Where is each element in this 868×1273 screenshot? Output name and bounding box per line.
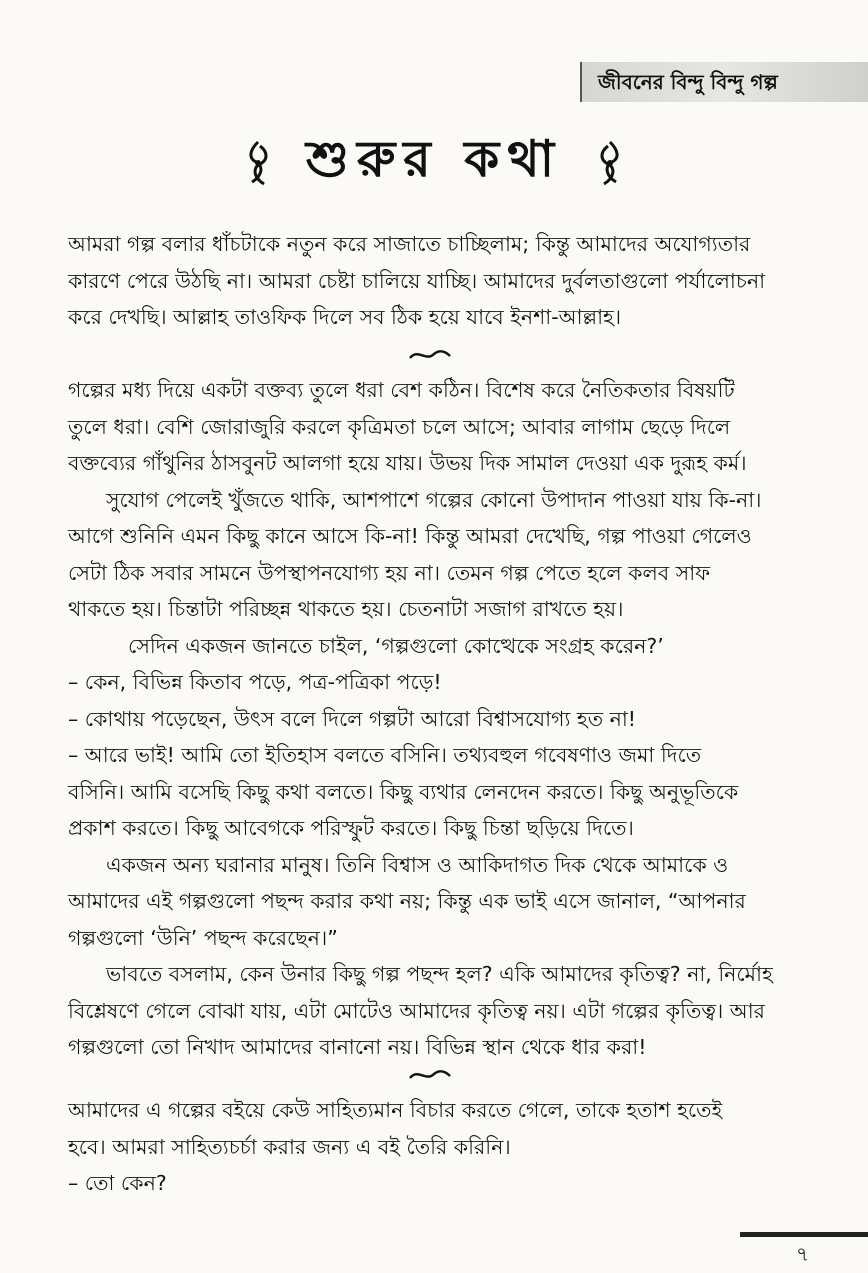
paragraph-block-1 <box>68 226 848 336</box>
paragraph-block-2 <box>68 372 848 1066</box>
chapter-title-row <box>0 128 868 198</box>
text-line: করে দেখছি। আল্লাহ তাওফিক দিলে সব ঠিক হয়ে যাবে ইনশা-আল্লাহ। <box>68 305 622 329</box>
section-divider-ornament <box>408 1066 452 1084</box>
text-line: বসিনি। আমি বসেছি কিছু কথা বলতে। কিছু ব্যথার লেনদেন করতে। কিছু অনুভূতিকে <box>68 779 739 804</box>
text-line: সেটা ঠিক সবার সামনে উপস্থাপনযোগ্য হয় না। তেমন গল্প পেতে হলে কলব সাফ <box>68 560 711 585</box>
text-line: সেদিন একজন জানতে চাইল, ‘গল্পগুলো কোত্থেকে সংগ্রহ করেন?’ <box>128 633 664 658</box>
section-divider-ornament <box>408 346 452 364</box>
text-line: প্রকাশ করতে। কিছু আবেগকে পরিস্ফুট করতে। কিছু চিন্তা ছড়িয়ে দিতে। <box>68 816 634 840</box>
floral-ornament-right-icon <box>592 138 628 188</box>
running-header <box>580 62 868 102</box>
text-line: বক্তব্যের গাঁথুনির ঠাসবুনট আলগা হয়ে যায়। উভয় দিক সামাল দেওয়া এক দুরূহ কর্ম। <box>68 451 747 475</box>
text-line: হবে। আমরা সাহিত্যচর্চা করার জন্য এ বই তৈরি করিনি। <box>68 1134 511 1159</box>
paragraph-block-3 <box>68 1092 848 1202</box>
book-title: জীবনের বিন্দু বিন্দু গল্প <box>598 70 778 94</box>
page-number: ৭ <box>796 1242 810 1266</box>
text-line: বিশ্লেষণে গেলে বোঝা যায়, এটা মোটেও আমাদের কৃতিত্ব নয়। এটা গল্পের কৃতিত্ব। আর <box>68 998 765 1023</box>
text-line: আমাদের এ গল্পের বইয়ে কেউ সাহিত্যমান বিচার করতে গেলে, তাকে হতাশ হতেই <box>68 1098 723 1122</box>
floral-ornament-left-icon <box>240 138 276 188</box>
text-line: কারণে পেরে উঠছি না। আমরা চেষ্টা চালিয়ে যাচ্ছি। আমাদের দুর্বলতাগুলো পর্যালোচনা <box>68 268 766 293</box>
text-line: আমরা গল্প বলার ধাঁচটাকে নতুন করে সাজাতে চাচ্ছিলাম; কিন্তু আমাদের অযোগ্যতার <box>68 232 751 256</box>
page-number-rule <box>740 1232 868 1237</box>
text-line: গল্পগুলো তো নিখাদ আমাদের বানানো নয়। বিভিন্ন স্থান থেকে ধার করা! <box>68 1035 647 1059</box>
text-line: গল্পগুলো ‘উনি’ পছন্দ করেছেন।” <box>68 925 338 950</box>
text-line: আগে শুনিনি এমন কিছু কানে আসে কি-না! কিন্তু আমরা দেখেছি, গল্প পাওয়া গেলেও <box>68 524 752 548</box>
text-line: একজন অন্য ঘরানার মানুষ। তিনি বিশ্বাস ও আকিদাগত দিক থেকে আমাকে ও <box>106 852 729 877</box>
text-line: – কেন, বিভিন্ন কিতাব পড়ে, পত্র-পত্রিকা পড়ে! <box>68 670 442 694</box>
text-line: আমাদের এই গল্পগুলো পছন্দ করার কথা নয়; কিন্তু এক ভাই এসে জানাল, “আপনার <box>68 889 746 913</box>
text-line: ভাবতে বসলাম, কেন উনার কিছু গল্প পছন্দ হল? একি আমাদের কৃতিত্ব? না, নির্মোহ <box>106 962 773 986</box>
text-line: সুযোগ পেলেই খুঁজতে থাকি, আশপাশে গল্পের কোনো উপাদান পাওয়া যায় কি-না। <box>106 487 762 512</box>
chapter-title: শুরুর কথা <box>305 128 563 188</box>
text-line: – কোথায় পড়েছেন, উৎস বলে দিলে গল্পটা আরো বিশ্বাসযোগ্য হত না! <box>68 706 636 731</box>
text-line: তুলে ধরা। বেশি জোরাজুরি করলে কৃত্রিমতা চলে আসে; আবার লাগাম ছেড়ে দিলে <box>68 414 731 439</box>
text-line: গল্পের মধ্য দিয়ে একটা বক্তব্য তুলে ধরা বেশ কঠিন। বিশেষ করে নৈতিকতার বিষয়টি <box>68 378 735 402</box>
text-line: – তো কেন? <box>68 1171 167 1195</box>
text-line: থাকতে হয়। চিন্তাটা পরিচ্ছন্ন থাকতে হয়। চেতনাটা সজাগ রাখতে হয়। <box>68 597 624 621</box>
text-line: – আরে ভাই! আমি তো ইতিহাস বলতে বসিনি। তথ্যবহুল গবেষণাও জমা দিতে <box>68 743 702 767</box>
